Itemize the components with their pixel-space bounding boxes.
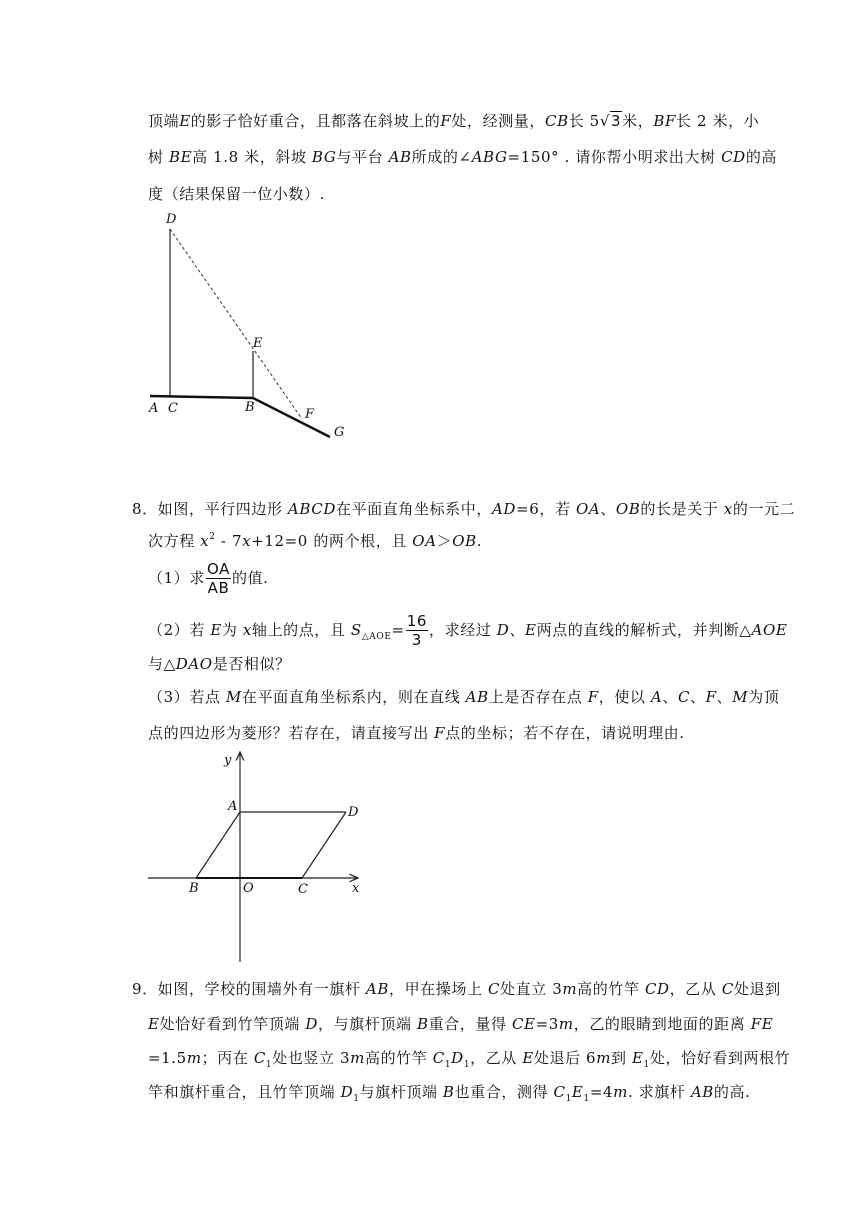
p8-line-2: 次方程 $x^2 - 7x+12=0$ 的两个根，且 OA＞OB.	[148, 532, 483, 550]
label-A: A	[149, 401, 159, 416]
fraction-oa-ab: $\frac{OA}{AB}$	[206, 560, 230, 597]
label-E: E	[253, 336, 263, 351]
label-y-axis: y	[224, 753, 232, 768]
label-C: C	[168, 401, 178, 416]
label-D: D	[166, 212, 177, 227]
tree-shadow-figure	[140, 205, 360, 445]
label-F: F	[305, 407, 315, 422]
sqrt-symbol: √3	[599, 112, 622, 130]
label-B: B	[245, 400, 255, 415]
label-A: A	[228, 799, 238, 814]
p9-line-4: 竿和旗杆重合，且竹竿顶端 $D_1$与旗杆顶端 B也重合，测得 $C_1E_1=4m$. 求旗杆 AB的高.	[148, 1083, 751, 1104]
parallelogram-figure	[140, 748, 380, 968]
p8-q3: （3）若点 M在平面直角坐标系内，则在直线 AB上是否存在点 F，使以 A、C、F、M为顶	[148, 688, 780, 706]
p8-q3-cont: 点的四边形为菱形？若存在，请直接写出 F点的坐标；若不存在，请说明理由.	[148, 724, 685, 742]
p9-line-2: E处恰好看到竹竿顶端 D，与旗杆顶端 B重合，量得 CE=3m，乙的眼睛到地面的距离 FE	[148, 1015, 774, 1033]
label-C: C	[298, 882, 308, 897]
label-G: G	[334, 425, 345, 440]
p8-line-1: 8．如图，平行四边形 ABCD在平面直角坐标系中，AD=6，若 OA、OB的长是关于 x的一元二	[132, 500, 796, 518]
p8-q2-cont: 与△DAO是否相似？	[148, 655, 291, 673]
label-B: B	[189, 881, 199, 896]
label-D: D	[348, 805, 359, 820]
label-x-axis: x	[352, 881, 360, 896]
p7-line-3: 度（结果保留一位小数）.	[148, 185, 325, 203]
p8-q2: （2）若 E为 x轴上的点，且 $S_{\triangle AOE}=$ $\frac{16}{3}$ ，求经过 D、E两点的直线的解析式，并判断△AOE	[148, 612, 788, 649]
p7-line-2: 树 BE高 1.8 米，斜坡 BG与平台 AB所成的∠ABG=150° . 请你帮小明求出大树 CD的高	[148, 148, 778, 166]
p7-line-1: 顶端E的影子恰好重合，且都落在斜坡上的F处，经测量，CB长 5√3米，BF长 2 米，小	[148, 112, 760, 130]
fraction-16-3: $\frac{16}{3}$	[406, 612, 428, 649]
p9-line-3: =1.5m；丙在 $C_1$处也竖立 3m高的竹竿 $C_1D_1$，乙从 E处退后 6m到 $E_1$处，恰好看到两根竹	[148, 1049, 791, 1070]
p9-line-1: 9．如图，学校的围墙外有一旗杆 AB，甲在操场上 C处直立 3m高的竹竿 CD，乙从 C处退到	[132, 980, 781, 998]
label-O: O	[243, 881, 254, 896]
p8-q1: （1）求 $\frac{OA}{AB}$ 的值.	[148, 560, 269, 597]
